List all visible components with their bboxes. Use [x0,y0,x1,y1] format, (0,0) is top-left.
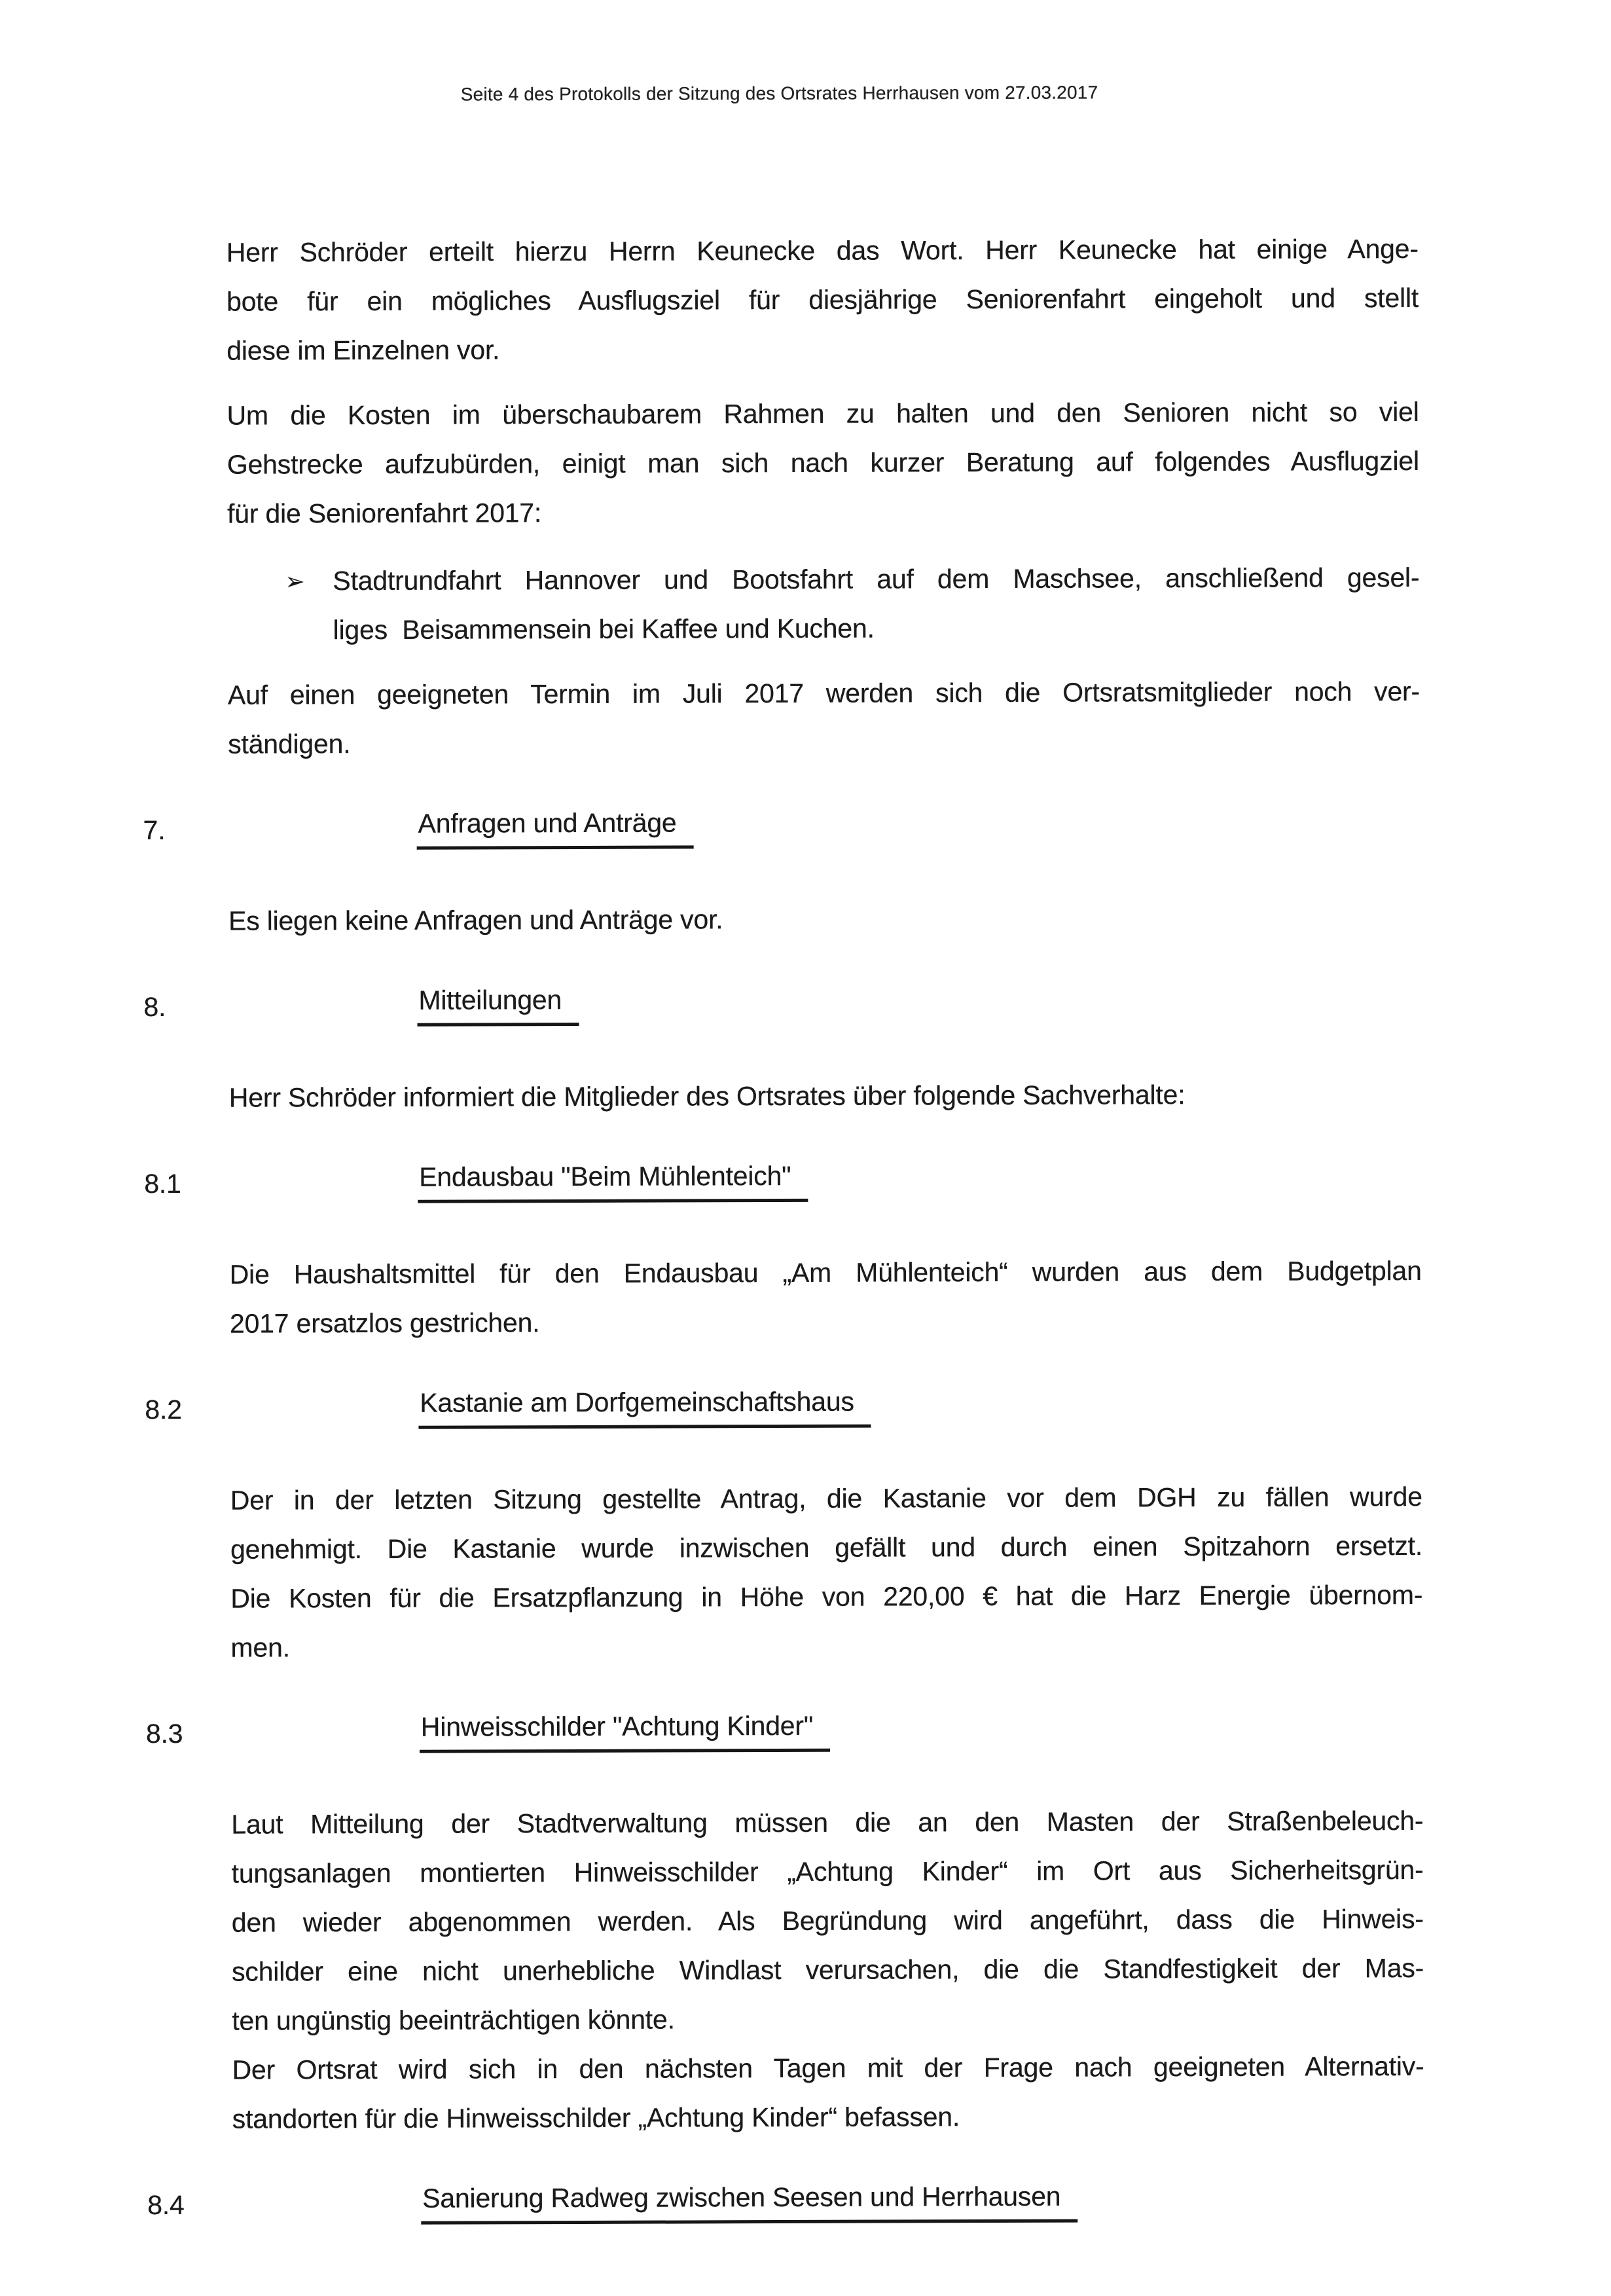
paragraph [144,1070,1421,1123]
section-heading [147,2177,1424,2230]
section-title: Mitteilungen [417,981,579,1027]
text-line: tungsanlagen montierten Hinweisschilder „Achtung Kinder“ im Ort aus Sicherheitsgrün- [231,1854,1424,1889]
scan-content [141,81,1424,2230]
text-line: den wieder abgenommen werden. Als Begründung wird angeführt, dass die Hinweis- [231,1903,1424,1938]
text-line: Stadtrundfahrt Hannover und Bootsfahrt auf dem Maschsee, anschließend gesel- [333,562,1420,596]
section-number: 8. [143,991,166,1023]
section-number: 8.3 [145,1718,183,1749]
text-line: für die Seniorenfahrt 2017: [226,498,542,529]
section-title: Anfragen und Anträge [416,804,693,849]
arrow-bullet-icon: ➢ [285,568,305,595]
section-number: 8.2 [145,1394,182,1425]
text-line: diese im Einzelnen vor. [226,335,500,366]
text-line: Laut Mitteilung der Stadtverwaltung müssen die an den Masten der Straßenbeleuch- [231,1805,1424,1840]
section-heading [143,802,1420,855]
text-line: liges Beisammensein bei Kaffee und Kuchen. [333,613,875,646]
bullet-text [333,553,1419,655]
text-line: Um die Kosten im überschaubarem Rahmen zu halten und den Senioren nicht so viel [226,396,1419,431]
text-line: 2017 ersatzlos gestrichen. [229,1307,540,1339]
section-number: 7. [143,814,166,846]
text-line: Die Kosten für die Ersatzpflanzung in Höhe von 220,00 € hat die Harz Energie übernom- [230,1579,1423,1614]
document-body [141,225,1425,2230]
section-heading [144,1156,1421,1209]
section-title: Hinweisschilder "Achtung Kinder" [420,1707,830,1753]
bullet-item [142,553,1419,655]
section-heading [145,1381,1422,1434]
text-line: Herr Schröder informiert die Mitglieder des Ortsrates über folgende Sachverhalte: [228,1080,1186,1113]
text-line: ten ungünstig beeinträchtigen könnte. [232,2004,675,2036]
section-heading [143,979,1421,1032]
section-title: Kastanie am Dorfgemeinschaftshaus [418,1383,871,1429]
paragraph [143,893,1421,946]
section-number: 8.4 [147,2189,185,2221]
text-line: bote für ein mögliches Ausflugsziel für diesjährige Seniorenfahrt eingeholt und stellt [226,282,1419,317]
section-number: 8.1 [144,1168,181,1199]
paragraph [145,1472,1423,1673]
text-line: ständigen. [228,729,351,759]
section-title: Endausbau "Beim Mühlenteich" [418,1157,808,1203]
text-line: Die Haushaltsmittel für den Endausbau „Am Mühlenteich“ wurden aus dem Budgetplan [229,1255,1422,1290]
text-line: Der in der letzten Sitzung gestellte Antrag, die Kastanie vor dem DGH zu fällen wurde [230,1481,1422,1516]
section-heading [146,1705,1423,1758]
text-line: standorten für die Hinweisschilder „Achtung Kinder“ befassen. [232,2102,960,2134]
text-line: genehmigt. Die Kastanie wurde inzwischen gefällt und durch einen Spitzahorn ersetzt. [230,1530,1423,1565]
text-line: Auf einen geeigneten Termin im Juli 2017 werden sich die Ortsratsmitglieder noch ver- [227,676,1420,710]
text-line: schilder eine nicht unerhebliche Windlast verursachen, die die Standfestigkeit der Mas- [231,1952,1424,1987]
page-header: Seite 4 des Protokolls der Sitzung des Ortsrates Herrhausen vom 27.03.2017 [460,82,1098,105]
text-line: Es liegen keine Anfragen und Anträge vor. [228,904,723,936]
paragraph [143,667,1420,769]
text-line: Gehstrecke aufzubürden, einigt man sich nach kurzer Beratung auf folgendes Ausflugziel [226,445,1419,480]
section-title: Sanierung Radweg zwischen Seesen und Herrhausen [421,2178,1077,2225]
paragraph [141,225,1419,376]
text-line: Der Ortsrat wird sich in den nächsten Tagen mit der Frage nach geeigneten Alternativ- [232,2050,1424,2085]
paragraph [146,1796,1424,2144]
text-line: men. [230,1632,290,1663]
paragraph [141,388,1419,539]
paragraph [145,1247,1422,1349]
text-line: Herr Schröder erteilt hierzu Herrn Keunecke das Wort. Herr Keunecke hat einige Ange- [226,233,1419,268]
